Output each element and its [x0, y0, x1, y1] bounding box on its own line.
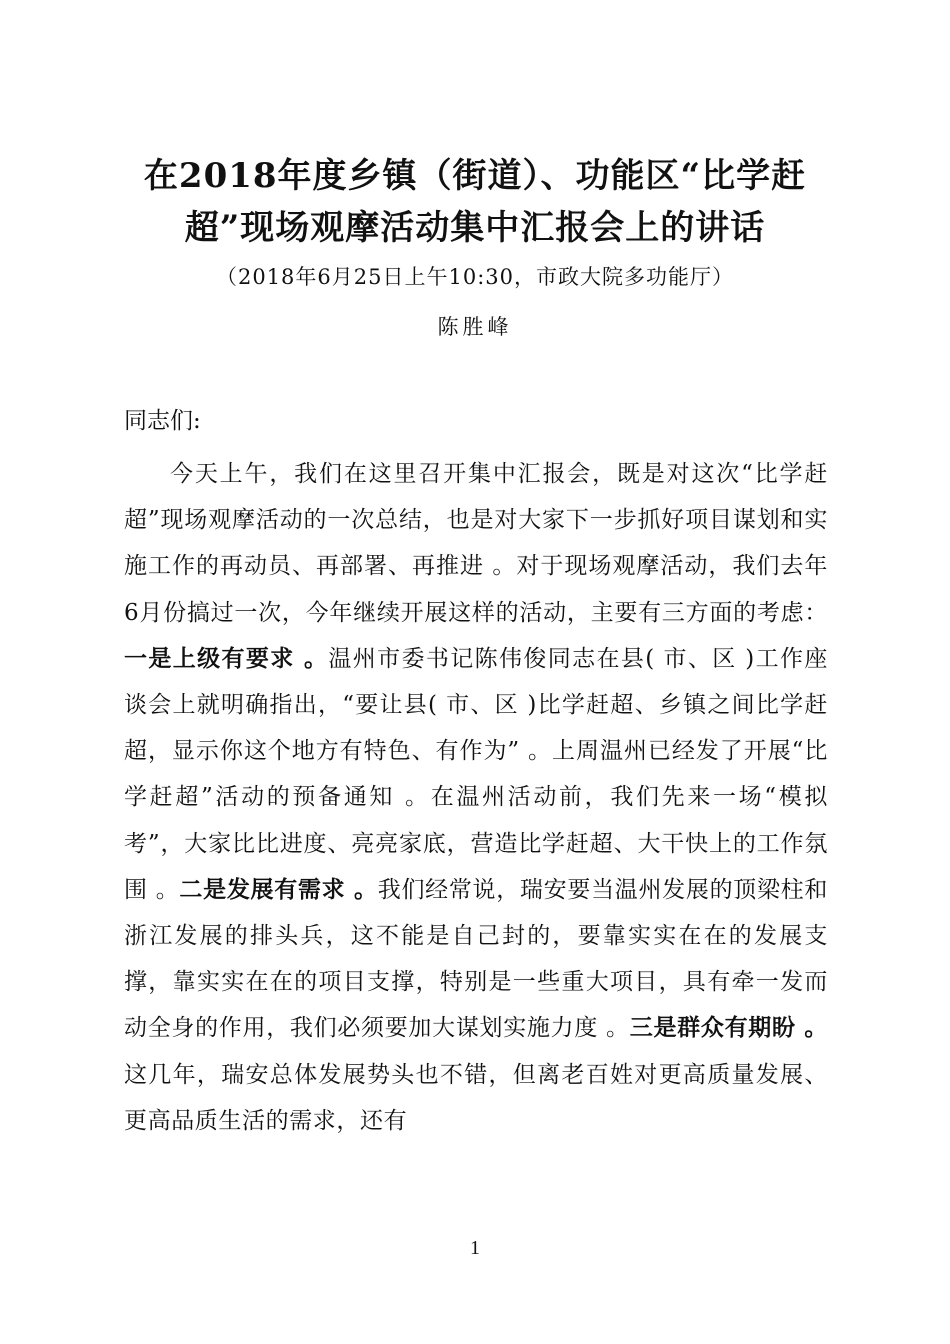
point-one-heading: 一是上级有要求 。	[124, 644, 329, 672]
document-subtitle: （2018年6月25日上午10:30，市政大院多功能厅）	[215, 265, 735, 289]
paragraph-text-1: 今天上午，我们在这里召开集中汇报会，既是对这次“比学赶超”现场观摩活动的一次总结，也是对大家下一步抓好项目谋划和实施工作的再动员、再部署、再推进 。对于现场观摩活动，我们去年6月份搞过一次，今年继续开展这样的活动，主要有三方面的考虑：	[124, 461, 828, 626]
paragraph-text-3: 我们经常说，瑞安要当温州发展的顶梁柱和浙江发展的排头兵，这不能是自己封的，要靠实实在在的发展支撑，靠实实在在的项目支撑，特别是一些重大项目，具有牵一发而动全身的作用，我们必须要加大谋划实施力度 。	[124, 876, 828, 1042]
title-line-2: 超”现场观摩活动集中汇报会上的讲话	[184, 208, 766, 248]
title-line-1: 在2018年度乡镇（街道）、功能区“比学赶	[143, 156, 807, 196]
body-paragraph	[124, 451, 828, 1144]
paragraph-text-2: 温州市委书记陈伟俊同志在县( 市、区 )工作座谈会上就明确指出，“要让县( 市、区 )比学赶超、乡镇之间比学赶超，显示你这个地方有特色、有作为” 。上周温州已经发了开展“比学赶超”活动的预备通知 。在温州活动前，我们先来一场“模拟考”，大家比比进度、亮亮家底，营造比学赶超、大干快上的工作氛围 。	[124, 645, 828, 903]
point-two-heading: 二是发展有需求 。	[179, 875, 378, 903]
point-three-heading: 三是群众有期盼 。	[629, 1014, 828, 1042]
page-number: 1	[470, 1237, 480, 1259]
paragraph-text-4: 这几年，瑞安总体发展势头也不错，但离老百姓对更高质量发展、更高品质生活的需求，还有	[124, 1061, 828, 1134]
document-title	[100, 150, 850, 254]
author-name: 陈胜峰	[437, 315, 513, 339]
salutation: 同志们:	[124, 408, 201, 434]
